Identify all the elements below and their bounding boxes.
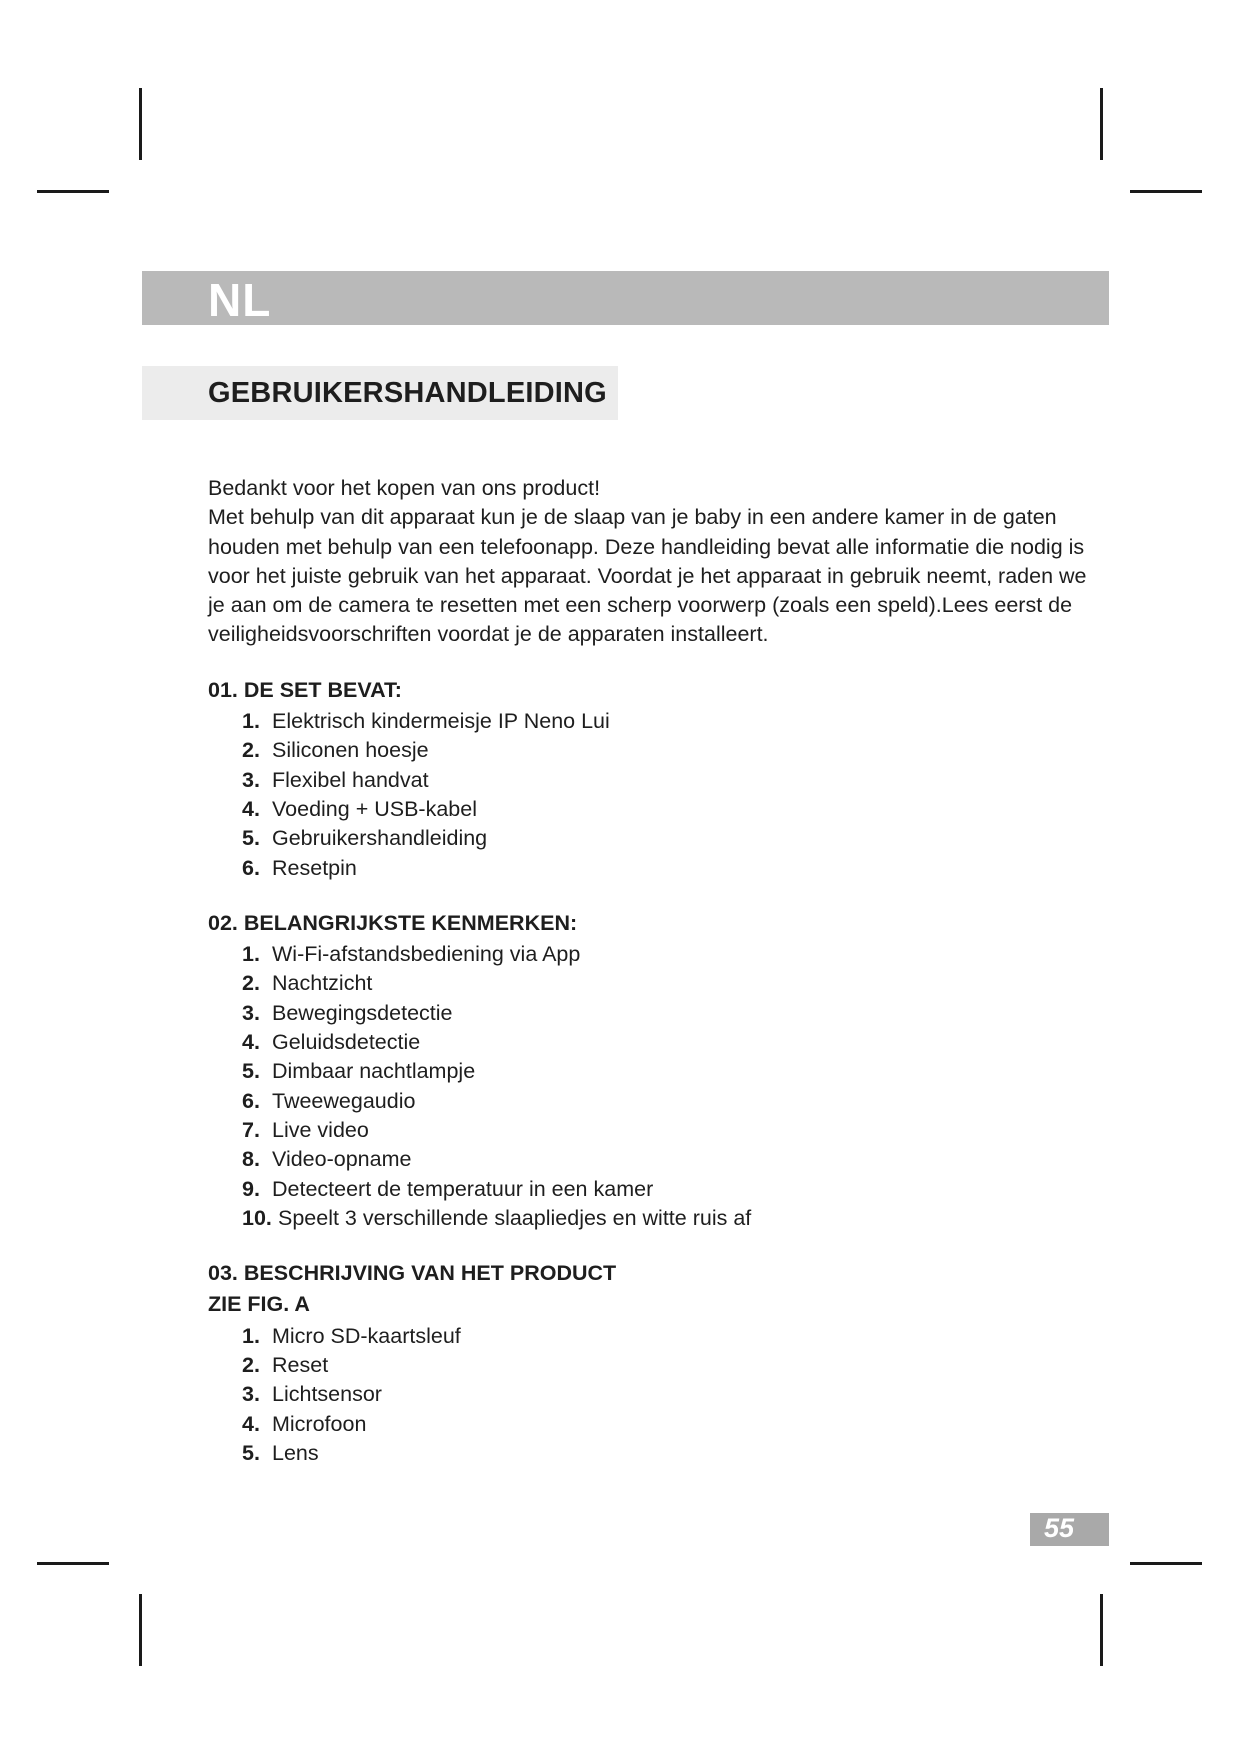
- list-item: [242, 1380, 1088, 1409]
- content: [208, 474, 1088, 1468]
- list-item: [242, 1175, 1088, 1204]
- item-text: Reset: [272, 1353, 329, 1378]
- item-text: Speelt 3 verschillende slaapliedjes en witte ruis af: [278, 1205, 752, 1230]
- item-number: 1.: [242, 1323, 260, 1348]
- item-text: Lichtsensor: [272, 1382, 382, 1407]
- list-item: [242, 824, 1088, 853]
- crop-mark-top-right-vertical: [1100, 88, 1103, 160]
- section-heading-key-features: 02. BELANGRIJKSTE KENMERKEN:: [208, 910, 578, 935]
- item-number: 9.: [242, 1176, 260, 1201]
- item-number: 7.: [242, 1117, 260, 1142]
- list-item: [242, 766, 1088, 795]
- crop-mark-top-right-horizontal: [1130, 190, 1202, 193]
- intro: [208, 474, 1088, 650]
- crop-mark-bottom-left-horizontal: [37, 1562, 109, 1565]
- item-number: 6.: [242, 855, 260, 880]
- title-box: [142, 366, 618, 420]
- language-bar: [142, 271, 1109, 325]
- item-text: Geluidsdetectie: [272, 1030, 421, 1055]
- item-text: Wi-Fi-afstandsbediening via App: [272, 942, 581, 967]
- item-number: 5.: [242, 826, 260, 851]
- item-text: Microfoon: [272, 1411, 367, 1436]
- item-text: Video-opname: [272, 1147, 412, 1172]
- item-number: 1.: [242, 942, 260, 967]
- item-text: Micro SD-kaartsleuf: [272, 1323, 461, 1348]
- item-text: Nachtzicht: [272, 971, 373, 996]
- list-item: [242, 1351, 1088, 1380]
- item-text: Elektrisch kindermeisje IP Neno Lui: [272, 709, 610, 734]
- item-text: Gebruikershandleiding: [272, 826, 488, 851]
- key-features-list: [208, 940, 1088, 1233]
- list-item: [242, 1204, 1088, 1233]
- list-item: [242, 1116, 1088, 1145]
- crop-mark-bottom-right-horizontal: [1130, 1562, 1202, 1565]
- crop-mark-bottom-right-vertical: [1100, 1594, 1103, 1666]
- crop-mark-bottom-left-vertical: [139, 1594, 142, 1666]
- page-number: 55: [1044, 1513, 1075, 1543]
- item-number: 10.: [242, 1205, 272, 1230]
- item-number: 3.: [242, 1000, 260, 1025]
- section-heading-set-contents: 01. DE SET BEVAT:: [208, 677, 402, 702]
- item-number: 2.: [242, 971, 260, 996]
- page-number-badge: [1030, 1513, 1109, 1546]
- set-contents-list: [208, 707, 1088, 883]
- list-item: [242, 795, 1088, 824]
- list-item: [242, 1087, 1088, 1116]
- item-text: Detecteert de temperatuur in een kamer: [272, 1176, 654, 1201]
- list-item: [242, 999, 1088, 1028]
- product-description-list: [208, 1322, 1088, 1468]
- item-number: 5.: [242, 1440, 260, 1465]
- crop-mark-top-left-horizontal: [37, 190, 109, 193]
- item-number: 4.: [242, 1030, 260, 1055]
- item-text: Flexibel handvat: [272, 767, 429, 792]
- item-number: 4.: [242, 1411, 260, 1436]
- item-text: Siliconen hoesje: [272, 738, 429, 763]
- item-text: Dimbaar nachtlampje: [272, 1059, 476, 1084]
- item-text: Tweewegaudio: [272, 1088, 416, 1113]
- item-number: 2.: [242, 1353, 260, 1378]
- list-item: [242, 1145, 1088, 1174]
- list-item: [242, 1410, 1088, 1439]
- list-item: [242, 940, 1088, 969]
- item-number: 4.: [242, 796, 260, 821]
- list-item: [242, 854, 1088, 883]
- list-item: [242, 1028, 1088, 1057]
- item-text: Live video: [272, 1117, 369, 1142]
- list-item: [242, 1322, 1088, 1351]
- item-number: 5.: [242, 1059, 260, 1084]
- page-title: GEBRUIKERSHANDLEIDING: [208, 377, 607, 409]
- item-number: 6.: [242, 1088, 260, 1113]
- crop-mark-top-left-vertical: [139, 88, 142, 160]
- item-number: 3.: [242, 767, 260, 792]
- item-number: 8.: [242, 1147, 260, 1172]
- item-number: 2.: [242, 738, 260, 763]
- item-text: Lens: [272, 1440, 319, 1465]
- list-item: [242, 969, 1088, 998]
- item-number: 3.: [242, 1382, 260, 1407]
- list-item: [242, 736, 1088, 765]
- item-text: Resetpin: [272, 855, 357, 880]
- list-item: [242, 1057, 1088, 1086]
- item-text: Voeding + USB-kabel: [272, 796, 477, 821]
- item-text: Bewegingsdetectie: [272, 1000, 453, 1025]
- section-subheading-figure-ref: ZIE FIG. A: [208, 1292, 310, 1317]
- section-heading-product-description: 03. BESCHRIJVING VAN HET PRODUCT: [208, 1261, 617, 1286]
- language-code: NL: [208, 274, 272, 326]
- list-item: [242, 1439, 1088, 1468]
- item-number: 1.: [242, 709, 260, 734]
- intro-thanks: Bedankt voor het kopen van ons product!: [208, 476, 601, 500]
- list-item: [242, 707, 1088, 736]
- intro-body: Met behulp van dit apparaat kun je de slaap van je baby in een andere kamer in de gaten houden met behulp van een telefoonapp. Deze handleiding bevat alle informatie die nodig is voor het juiste gebruik van het apparaat. Voordat je het apparaat in gebruik neemt, raden we je aan om de camera te resetten met een scherp voorwerp (zoals een speld).Lees eerst de veiligheidsvoorschriften voordat je de apparaten installeert.: [208, 505, 1087, 647]
